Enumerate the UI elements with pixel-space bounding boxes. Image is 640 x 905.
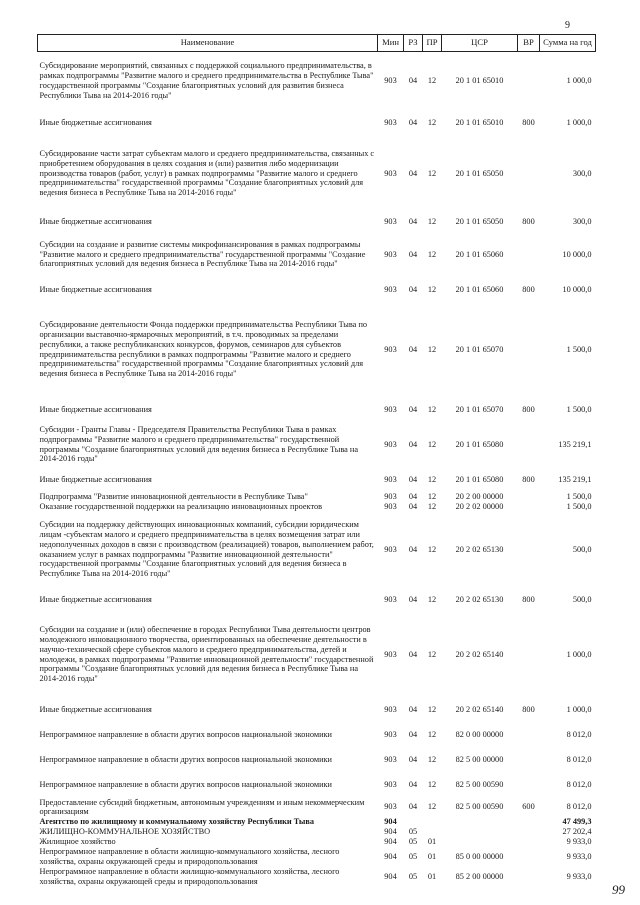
budget-table [37, 34, 596, 887]
cell-min: 903 [384, 75, 397, 85]
cell-min: 903 [384, 802, 397, 812]
cell-pr: 12 [427, 344, 437, 354]
cell-vr [518, 837, 540, 847]
cell-pr: 12 [427, 779, 437, 789]
cell-rz: 04 [408, 779, 418, 789]
cell-vr: 800 [522, 404, 535, 414]
cell-sum: 47 499,3 [562, 817, 592, 827]
table-row [38, 837, 596, 847]
cell-csr: 20 2 00 00000 [455, 491, 504, 501]
cell-vr: 800 [522, 284, 535, 294]
cell-name: Жилищное хозяйство [39, 837, 116, 847]
cell-min: 903 [384, 344, 397, 354]
cell-rz: 05 [408, 851, 418, 861]
cell-rz: 04 [408, 168, 418, 178]
cell-pr: 12 [427, 216, 437, 226]
cell-min: 903 [384, 474, 397, 484]
table-row [38, 136, 596, 212]
cell-pr: 12 [427, 729, 437, 739]
cell-vr [518, 817, 540, 827]
cell-rz: 05 [408, 827, 418, 837]
cell-rz: 04 [408, 491, 418, 501]
header-min: Мин [378, 35, 404, 52]
cell-rz: 04 [408, 729, 418, 739]
cell-sum: 9 933,0 [566, 851, 592, 861]
cell-csr: 20 1 01 65060 [455, 249, 504, 259]
cell-sum: 135 219,1 [558, 474, 592, 484]
table-row [38, 512, 596, 588]
cell-pr: 12 [427, 544, 437, 554]
cell-csr: 20 2 02 65130 [455, 544, 504, 554]
cell-csr: 82 5 00 00000 [455, 754, 504, 764]
cell-name: Непрограммное направление в области других вопросов национальной экономики [39, 754, 332, 764]
table-row [38, 722, 596, 748]
cell-sum: 1 000,0 [566, 649, 592, 659]
cell-pr: 12 [427, 439, 437, 449]
cell-min: 904 [384, 871, 397, 881]
cell-rz: 05 [408, 871, 418, 881]
cell-min: 903 [384, 704, 397, 714]
cell-min: 903 [384, 754, 397, 764]
cell-vr [518, 492, 540, 502]
cell-csr [442, 837, 518, 847]
cell-csr: 82 5 00 00590 [455, 802, 504, 812]
cell-vr [518, 748, 540, 772]
cell-csr: 20 1 01 65060 [455, 284, 504, 294]
cell-name: Субсидии на создание и (или) обеспечение в городах Республики Тыва деятельности центров молодежного инновационного творчества, ориентированных на обеспечение деятельности в научно-технической сфере субъектов малого и среднего предпринимательства, детей и молодежи, в рамках подпрограммы "Развитие инновационной деятельности" государственной программы "Создание благоприятных условий для ведения бизнеса в Республике Тыва на 2014-2016 годы" [39, 625, 374, 684]
cell-name: Иные бюджетные ассигнования [39, 594, 152, 604]
cell-name: Непрограммное направление в области других вопросов национальной экономики [39, 779, 332, 789]
header-sum: Сумма на год [540, 35, 596, 52]
header-vr: ВР [518, 35, 540, 52]
cell-min: 903 [384, 779, 397, 789]
cell-name: Субсидирование деятельности Фонда поддержки предпринимательства Республики Тыва по организации выставочно-ярмарочных мероприятий, в т.ч. проводимых за пределами республики, а также республиканских конкурсов, форумов, семинаров для субъектов предпринимательства республики в рамках подпрограммы "Развитие малого и среднего предпринимательства" государственной программы "Создание благоприятных условий для ведения бизнеса в Республике Тыва на 2014-2016 годы" [39, 320, 368, 379]
table-row [38, 612, 596, 698]
cell-csr: 20 2 02 65140 [455, 649, 504, 659]
cell-min: 903 [384, 168, 397, 178]
table-row [38, 492, 596, 502]
cell-rz: 04 [408, 75, 418, 85]
cell-vr [518, 827, 540, 837]
cell-csr: 20 1 01 65080 [455, 439, 504, 449]
cell-sum: 1 500,0 [566, 404, 592, 414]
cell-pr: 12 [427, 474, 437, 484]
table-body [38, 52, 596, 887]
header-name: Наименование [38, 35, 378, 52]
cell-vr [518, 612, 540, 698]
table-row [38, 110, 596, 136]
cell-pr [423, 817, 442, 827]
cell-name: Иные бюджетные ассигнования [39, 704, 152, 714]
cell-vr [518, 512, 540, 588]
cell-name: Предоставление субсидий бюджетным, автономным учреждениям и иным некоммерческим организациям [39, 797, 365, 817]
cell-rz: 04 [408, 704, 418, 714]
cell-sum: 500,0 [572, 544, 592, 554]
cell-sum: 9 933,0 [566, 837, 592, 847]
cell-name: Иные бюджетные ассигнования [39, 284, 152, 294]
cell-pr: 12 [427, 168, 437, 178]
cell-pr: 12 [427, 117, 437, 127]
cell-pr: 01 [427, 851, 437, 861]
cell-vr [518, 422, 540, 468]
cell-pr: 12 [427, 501, 437, 511]
cell-name: Субсидии на создание и развитие системы микрофинансирования в рамках подпрограммы "Развитие малого и среднего предпринимательства" государственной программы "Создание благоприятных условий для ведения бизнеса в Республике Тыва на 2014-2016 годы" [39, 239, 366, 269]
cell-sum: 135 219,1 [558, 439, 592, 449]
table-row [38, 772, 596, 798]
cell-sum: 1 500,0 [566, 344, 592, 354]
cell-csr: 82 0 00 00000 [455, 729, 504, 739]
cell-pr [423, 827, 442, 837]
cell-csr: 20 1 01 65080 [455, 474, 504, 484]
cell-vr [518, 772, 540, 798]
cell-pr: 12 [427, 754, 437, 764]
cell-min: 903 [384, 491, 397, 501]
header-rz: РЗ [404, 35, 423, 52]
cell-name: Субсидирование мероприятий, связанных с поддержкой социального предпринимательства, в рамках подпрограммы "Развитие малого и среднего предпринимательства в Республике Тыва" государственной программы "Создание благоприятных условий для развития бизнеса Республики Тыва на 2014-2016 годы" [39, 61, 374, 100]
cell-csr: 20 1 01 65010 [455, 117, 504, 127]
corner-number: 99 [612, 882, 625, 897]
cell-name: ЖИЛИЩНО-КОММУНАЛЬНОЕ ХОЗЯЙСТВО [39, 827, 211, 837]
cell-sum: 300,0 [572, 216, 592, 226]
cell-csr: 20 2 02 00000 [455, 501, 504, 511]
table-row [38, 302, 596, 398]
cell-sum: 1 000,0 [566, 704, 592, 714]
cell-rz: 04 [408, 284, 418, 294]
cell-pr: 12 [427, 284, 437, 294]
cell-sum: 10 000,0 [562, 284, 592, 294]
cell-sum: 8 012,0 [566, 754, 592, 764]
table-row [38, 212, 596, 232]
cell-sum: 1 500,0 [566, 491, 592, 501]
table-row [38, 588, 596, 612]
table-row [38, 817, 596, 827]
cell-vr [518, 52, 540, 110]
cell-vr [518, 722, 540, 748]
cell-min: 903 [384, 439, 397, 449]
cell-sum: 500,0 [572, 594, 592, 604]
cell-vr: 800 [522, 216, 535, 226]
cell-sum: 8 012,0 [566, 779, 592, 789]
cell-csr: 20 1 01 65050 [455, 168, 504, 178]
cell-min: 903 [384, 249, 397, 259]
table-row [38, 867, 596, 887]
cell-rz: 04 [408, 249, 418, 259]
cell-name: Подпрограмма "Развитие инновационной деятельности в Республике Тыва" [39, 491, 308, 501]
cell-pr: 01 [427, 837, 437, 847]
table-row [38, 502, 596, 512]
cell-name: Агентство по жилищному и коммунальному хозяйству Республики Тыва [39, 817, 314, 827]
cell-pr: 12 [427, 802, 437, 812]
cell-vr [518, 136, 540, 212]
table-row [38, 422, 596, 468]
cell-rz: 05 [408, 837, 418, 847]
table-row [38, 278, 596, 302]
cell-name: Иные бюджетные ассигнования [39, 216, 152, 226]
cell-rz: 04 [408, 439, 418, 449]
cell-min: 904 [384, 851, 397, 861]
cell-vr [518, 502, 540, 512]
cell-min: 903 [384, 117, 397, 127]
cell-pr: 12 [427, 75, 437, 85]
cell-rz: 04 [408, 754, 418, 764]
cell-vr: 800 [522, 704, 535, 714]
table-row [38, 232, 596, 278]
cell-rz [404, 817, 423, 827]
cell-pr: 12 [427, 649, 437, 659]
cell-name: Субсидирование части затрат субъектам малого и среднего предпринимательства, связанных с приобретением оборудования в целях создания и (или) развития либо модернизации производства товаров (работ, услуг) в рамках подпрограммы "Развитие малого и среднего предпринимательства" государственной программы "Создание благоприятных условий для ведения бизнеса в Республике Тыва на 2014-2016 годы" [39, 149, 375, 198]
cell-vr: 800 [522, 117, 535, 127]
cell-sum: 9 933,0 [566, 871, 592, 881]
cell-vr [518, 867, 540, 887]
cell-min: 903 [384, 284, 397, 294]
table-row [38, 847, 596, 867]
cell-sum: 10 000,0 [562, 249, 592, 259]
cell-sum: 1 000,0 [566, 117, 592, 127]
cell-pr: 12 [427, 704, 437, 714]
cell-vr [518, 302, 540, 398]
cell-vr: 800 [522, 474, 535, 484]
cell-csr: 20 1 01 65070 [455, 344, 504, 354]
cell-name: Субсидии - Гранты Главы - Председателя Правительства Республики Тыва в рамках подпрограммы "Развитие малого и среднего предпринимательства" государственной программы "Создание благоприятных условий для ведения бизнеса в Республике Тыва на 2014-2016 годы" [39, 424, 359, 464]
cell-name: Непрограммное направление в области жилищно-коммунального хозяйства, лесного хозяйства, охраны окружающей среды и природопользования [39, 847, 340, 866]
cell-csr: 85 2 00 00000 [455, 871, 504, 881]
cell-vr [518, 847, 540, 867]
cell-rz: 04 [408, 594, 418, 604]
table-row [38, 798, 596, 818]
cell-pr: 12 [427, 404, 437, 414]
cell-name: Субсидии на поддержку действующих инновационных компаний, субсидии юридическим лицам -субъектам малого и среднего предпринимательства в целях возмещения затрат или недополученных доходов в связи с производством (реализацией) товаров, выполнением работ, оказанием услуг в рамках подпрограммы "Развитие инновационной деятельности" государственной программы "Создание благоприятных условий для ведения бизнеса в Республике Тыва на 2014-2016 годы" [39, 520, 374, 579]
table-header-row [38, 35, 596, 52]
cell-csr: 20 2 02 65140 [455, 704, 504, 714]
cell-min: 903 [384, 216, 397, 226]
header-csr: ЦСР [442, 35, 518, 52]
header-pr: ПР [423, 35, 442, 52]
cell-min: 904 [384, 837, 397, 847]
page-number: 9 [565, 20, 570, 31]
cell-min: 903 [384, 404, 397, 414]
cell-vr [518, 232, 540, 278]
cell-min: 904 [384, 827, 397, 837]
table-row [38, 468, 596, 492]
cell-rz: 04 [408, 501, 418, 511]
cell-sum: 300,0 [572, 168, 592, 178]
cell-rz: 04 [408, 802, 418, 812]
cell-sum: 8 012,0 [566, 729, 592, 739]
cell-name: Непрограммное направление в области других вопросов национальной экономики [39, 729, 332, 739]
cell-name: Непрограммное направление в области жилищно-коммунального хозяйства, лесного хозяйства, охраны окружающей среды и природопользования [39, 866, 340, 886]
cell-csr: 85 0 00 00000 [455, 851, 504, 861]
cell-min: 903 [384, 501, 397, 511]
cell-csr: 82 5 00 00590 [455, 779, 504, 789]
cell-csr: 20 2 02 65130 [455, 594, 504, 604]
cell-rz: 04 [408, 216, 418, 226]
cell-min: 903 [384, 729, 397, 739]
table-row [38, 748, 596, 772]
cell-vr: 600 [522, 802, 535, 812]
cell-rz: 04 [408, 404, 418, 414]
cell-csr: 20 1 01 65010 [455, 75, 504, 85]
cell-name: Оказание государственной поддержки на реализацию инновационных проектов [39, 501, 323, 511]
cell-sum: 27 202,4 [562, 827, 592, 837]
table-row [38, 398, 596, 422]
cell-vr: 800 [522, 594, 535, 604]
cell-csr: 20 1 01 65050 [455, 216, 504, 226]
cell-csr [442, 817, 518, 827]
cell-csr [442, 827, 518, 837]
cell-rz: 04 [408, 474, 418, 484]
cell-pr: 01 [427, 871, 437, 881]
cell-sum: 1 000,0 [566, 75, 592, 85]
cell-rz: 04 [408, 649, 418, 659]
cell-name: Иные бюджетные ассигнования [39, 117, 152, 127]
cell-rz: 04 [408, 544, 418, 554]
table-row [38, 827, 596, 837]
cell-sum: 8 012,0 [566, 802, 592, 812]
cell-sum: 1 500,0 [566, 501, 592, 511]
cell-min: 903 [384, 544, 397, 554]
cell-name: Иные бюджетные ассигнования [39, 474, 152, 484]
cell-min: 903 [384, 594, 397, 604]
cell-csr: 20 1 01 65070 [455, 404, 504, 414]
cell-pr: 12 [427, 594, 437, 604]
cell-min: 903 [384, 649, 397, 659]
cell-min: 904 [384, 817, 397, 827]
cell-pr: 12 [427, 249, 437, 259]
cell-name: Иные бюджетные ассигнования [39, 404, 152, 414]
cell-pr: 12 [427, 491, 437, 501]
cell-rz: 04 [408, 344, 418, 354]
table-row [38, 698, 596, 722]
cell-rz: 04 [408, 117, 418, 127]
table-row [38, 52, 596, 110]
